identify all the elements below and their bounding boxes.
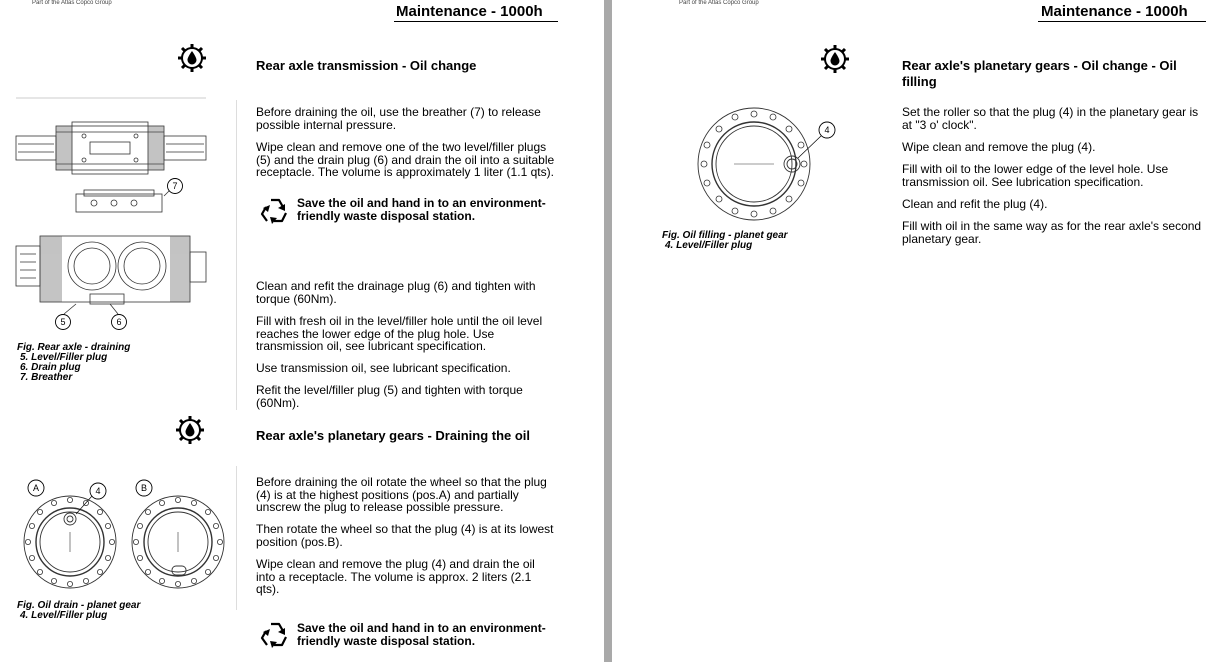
paragraph: Fill with fresh oil in the level/filler hole until the oil level reaches the lower edge of the plug hole. Use transmission oil, see lubricant specification. [256,314,543,353]
paragraph: Wipe clean and remove one of the two level/filler plugs (5) and the drain plug (6) and drain the oil into a suitable receptacle. The volume is approximately 1 liter (1.1 qts). [256,140,555,179]
disposal-note: Save the oil and hand in to an environment-friendly waste disposal station. [297,196,546,223]
header-rule [1038,21,1206,22]
rear-axle-drawing [14,96,210,334]
figure-caption-oil-filling: Fig. Oil filling - planet gear 4. Level/Filler plug [662,230,788,251]
section-title-planetary-oil-filling: Rear axle's planetary gears - Oil change - Oil filling [902,58,1177,89]
paragraph: Clean and refit the drainage plug (6) and tighten with torque (60Nm). [256,279,536,306]
oil-service-gear-icon [176,42,208,74]
header-rule [394,21,558,22]
paragraph: Wipe clean and remove the plug (4). [902,140,1096,154]
paragraph: Fill with oil in the same way as for the rear axle's second planetary gear. [902,219,1202,246]
paragraph: Wipe clean and remove the plug (4) and drain the oil into a receptacle. The volume is approx. 2 liters (2.1 qts). [256,557,535,596]
paragraph: Before draining the oil, use the breather (7) to release possible internal pressure. [256,105,541,132]
recycle-icon [258,620,292,650]
paragraph: Then rotate the wheel so that the plug (4) is at its lowest position (pos.B). [256,522,554,549]
planet-gear-filling-drawing [696,104,846,226]
figure-caption-rear-axle: Fig. Rear axle - draining 5. Level/Filler plug 6. Drain plug 7. Breather [17,342,131,383]
disposal-note: Save the oil and hand in to an environment-friendly waste disposal station. [297,621,546,648]
column-separator [236,100,237,410]
figure-callout: A [32,483,40,493]
section-title-rear-axle-oil-change: Rear axle transmission - Oil change [256,58,477,73]
paragraph: Refit the level/filler plug (5) and tighten with torque (60Nm). [256,383,523,410]
oil-service-gear-icon [174,414,206,446]
paragraph: Set the roller so that the plug (4) in the planetary gear is at "3 o' clock". [902,105,1199,132]
company-tagline: Part of the Atlas Copco Group [679,0,759,6]
figure-caption-oil-drain: Fig. Oil drain - planet gear 4. Level/Filler plug [17,600,141,621]
page-header-title: Maintenance - 1000h [396,3,543,20]
left-page [0,0,604,662]
oil-service-gear-icon [819,43,851,75]
page-header-title: Maintenance - 1000h [1041,3,1188,20]
paragraph: Use transmission oil, see lubricant specification. [256,361,511,375]
page-divider [604,0,612,662]
figure-callout: 7 [172,181,178,191]
figure-callout: 5 [60,317,66,327]
paragraph: Fill with oil to the lower edge of the level hole. Use transmission oil. See lubrication specification. [902,162,1169,189]
planet-gear-drain-drawing [18,476,234,598]
column-separator [236,466,237,610]
recycle-icon [258,196,292,226]
right-page [612,0,1220,662]
paragraph: Before draining the oil rotate the wheel so that the plug (4) is at the highest positions (pos.A) and partially unscrew the plug to release possible pressure. [256,475,547,514]
figure-callout: 6 [116,317,122,327]
figure-callout: 4 [824,125,830,135]
company-tagline: Part of the Atlas Copco Group [32,0,112,6]
paragraph: Clean and refit the plug (4). [902,197,1048,211]
figure-callout: B [140,483,148,493]
section-title-planetary-draining: Rear axle's planetary gears - Draining the oil [256,428,531,443]
figure-callout: 4 [95,486,101,496]
